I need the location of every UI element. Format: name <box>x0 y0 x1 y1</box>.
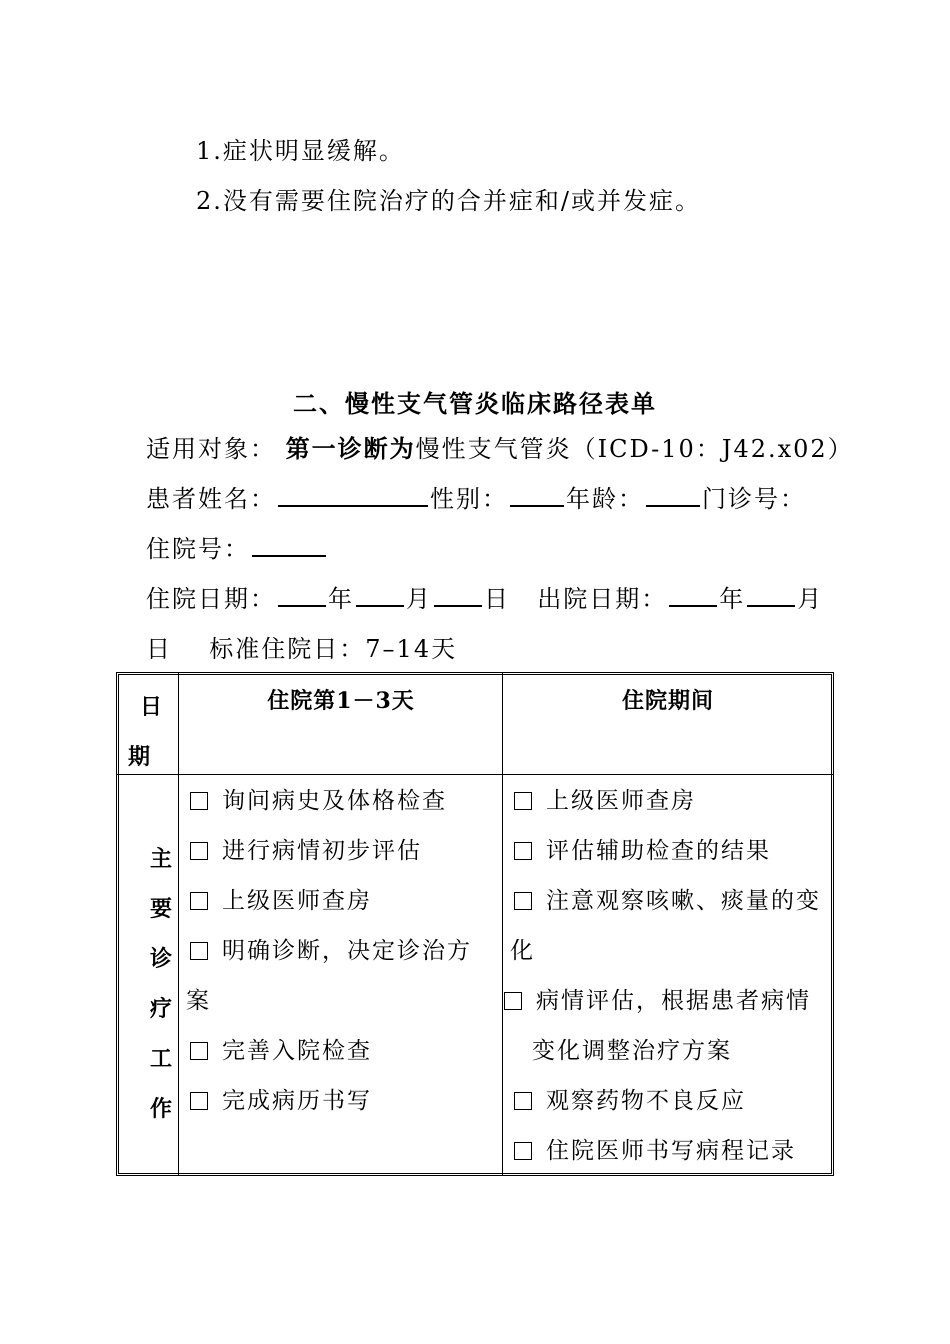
checklist-item-text: 上级医师查房 <box>546 788 696 814</box>
table-header-divider <box>116 774 834 775</box>
checklist-item-text: 询问病史及体格检查 <box>222 788 447 814</box>
checklist-item-text: 完成病历书写 <box>222 1088 372 1114</box>
admit-day-blank[interactable] <box>434 587 482 607</box>
checklist-item <box>186 976 472 1026</box>
checkbox[interactable] <box>514 842 532 860</box>
stay-line <box>146 634 457 664</box>
checklist-item <box>186 926 472 976</box>
standard-stay: 标准住院日：7–14天 <box>209 635 458 663</box>
discharge-day-label: 日 <box>146 635 172 663</box>
discharge-month-blank[interactable] <box>747 587 795 607</box>
checkbox[interactable] <box>514 792 532 810</box>
checklist-item-text: 评估辅助检查的结果 <box>546 838 771 864</box>
row-label-main-work <box>146 834 176 1134</box>
admission-no-label: 住院号： <box>146 535 250 563</box>
intro-item-1: 1.症状明显缓解。 <box>196 137 405 165</box>
admit-month-blank[interactable] <box>356 587 404 607</box>
checklist-item <box>510 826 821 876</box>
row-label-char: 诊 <box>149 946 172 972</box>
discharge-year-label: 年 <box>719 585 746 613</box>
checklist-item-text: 注意观察咳嗽、痰量的变 <box>546 888 821 914</box>
intro-item-2: 2.没有需要住院治疗的合并症和/或并发症。 <box>196 187 701 215</box>
row-label-char: 工 <box>149 1046 172 1072</box>
checkbox[interactable] <box>190 1092 208 1110</box>
checklist-item-text: 病情评估，根据患者病情 <box>536 988 811 1014</box>
checkbox[interactable] <box>514 892 532 910</box>
discharge-date-label: 出院日期： <box>537 585 668 613</box>
checklist-item <box>510 1076 821 1126</box>
age-blank[interactable] <box>646 487 700 507</box>
gender-label: 性别： <box>430 485 508 513</box>
discharge-month-label: 月 <box>797 585 824 613</box>
checklist-item <box>186 1026 472 1076</box>
checklist-item <box>510 1126 821 1176</box>
checklist-item <box>186 776 472 826</box>
checkbox[interactable] <box>190 892 208 910</box>
checklist-item <box>186 876 472 926</box>
dates-line <box>146 584 823 614</box>
age-label: 年龄： <box>566 485 644 513</box>
patient-name-label: 患者姓名： <box>146 485 276 513</box>
clinic-no-label: 门诊号： <box>702 485 806 513</box>
checkbox[interactable] <box>514 1092 532 1110</box>
checklist-item-text: 上级医师查房 <box>222 888 372 914</box>
checklist-item-text: 化 <box>510 938 535 964</box>
row-label-char: 要 <box>149 896 172 922</box>
admit-year-label: 年 <box>328 585 354 613</box>
col1-task-list <box>186 776 472 1126</box>
checklist-item <box>186 1076 472 1126</box>
checklist-item <box>510 776 821 826</box>
admit-month-label: 月 <box>406 585 432 613</box>
checklist-item-text: 案 <box>186 988 211 1014</box>
admit-date-label: 住院日期： <box>146 585 276 613</box>
row-label-char: 作 <box>149 1096 172 1122</box>
patient-info-line <box>146 484 806 514</box>
checklist-item-text: 完善入院检查 <box>222 1038 372 1064</box>
date-header-char-1: 日 <box>139 694 162 720</box>
checklist-item <box>532 1026 821 1076</box>
row-label-char: 疗 <box>149 996 172 1022</box>
row-label-char: 主 <box>149 846 172 872</box>
checkbox[interactable] <box>190 942 208 960</box>
checkbox[interactable] <box>190 792 208 810</box>
col2-header: 住院期间 <box>621 688 714 714</box>
col1-header: 住院第1－3天 <box>267 688 415 714</box>
patient-name-blank[interactable] <box>278 487 428 507</box>
discharge-year-blank[interactable] <box>669 587 717 607</box>
form-title: 二、慢性支气管炎临床路径表单 <box>293 389 657 418</box>
date-header-char-2: 期 <box>128 744 151 770</box>
checklist-item-text: 住院医师书写病程记录 <box>546 1138 796 1164</box>
applies-bold: 第一诊断为 <box>285 434 416 463</box>
checklist-item <box>186 826 472 876</box>
gender-blank[interactable] <box>510 487 564 507</box>
checklist-item <box>510 926 821 976</box>
table-divider-2 <box>502 672 503 1176</box>
checklist-item-text: 明确诊断，决定诊治方 <box>222 938 472 964</box>
admission-no-blank[interactable] <box>252 537 326 557</box>
checkbox[interactable] <box>190 842 208 860</box>
checkbox[interactable] <box>514 1142 532 1160</box>
applies-to-line <box>146 434 854 464</box>
admission-no-line <box>146 534 328 564</box>
checklist-item-text: 观察药物不良反应 <box>546 1088 746 1114</box>
col2-task-list <box>510 776 821 1176</box>
checklist-item <box>510 876 821 926</box>
checkbox[interactable] <box>190 1042 208 1060</box>
checklist-item-text: 进行病情初步评估 <box>222 838 422 864</box>
admit-year-blank[interactable] <box>278 587 326 607</box>
date-header <box>120 682 180 782</box>
checklist-item <box>500 976 821 1026</box>
clinical-pathway-table <box>116 672 834 1176</box>
applies-label: 适用对象： <box>146 435 276 463</box>
checklist-item-text: 变化调整治疗方案 <box>532 1038 732 1064</box>
admit-day-label: 日 <box>484 585 510 613</box>
checkbox[interactable] <box>504 992 522 1010</box>
applies-diagnosis: 慢性支气管炎（ICD-10：J42.x02） <box>415 435 854 463</box>
